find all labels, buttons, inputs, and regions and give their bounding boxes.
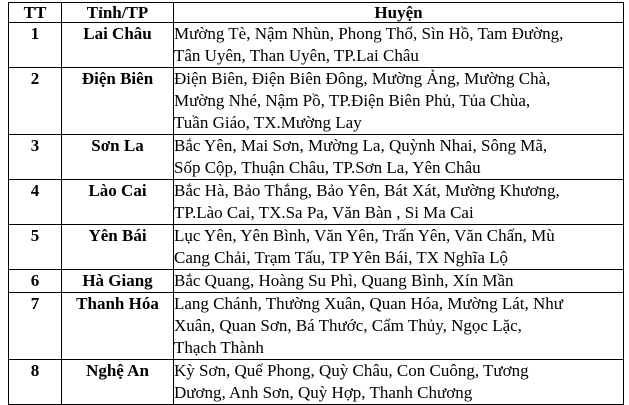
district-list-line: Lục Yên, Yên Bình, Văn Yên, Trấn Yên, Văn Chấn, Mù — [174, 226, 555, 245]
table-row — [9, 135, 624, 180]
district-list-line: Xuân, Quan Sơn, Bá Thước, Cẩm Thủy, Ngọc Lặc, — [174, 316, 522, 335]
district-list — [174, 23, 624, 68]
district-list — [174, 270, 624, 293]
district-list-line: Thạch Thành — [174, 338, 264, 357]
table-header-row — [9, 3, 624, 23]
row-number: 8 — [9, 360, 62, 405]
table-row — [9, 180, 624, 225]
row-number: 1 — [9, 23, 62, 68]
row-number: 7 — [9, 293, 62, 360]
province-name: Sơn La — [62, 135, 174, 180]
header-district: Huyện — [174, 3, 624, 23]
district-list-line: Lang Chánh, Thường Xuân, Quan Hóa, Mường Lát, Như — [174, 294, 564, 313]
province-name: Lào Cai — [62, 180, 174, 225]
district-list-line: Tuần Giáo, TX.Mường Lay — [174, 113, 362, 132]
header-province: Tỉnh/TP — [62, 3, 174, 23]
province-name: Hà Giang — [62, 270, 174, 293]
district-list-line: Sốp Cộp, Thuận Châu, TP.Sơn La, Yên Châu — [174, 158, 481, 177]
district-list-line: Bắc Hà, Bảo Thắng, Bảo Yên, Bát Xát, Mường Khương, — [174, 181, 560, 200]
district-list-line: Cang Chải, Trạm Tấu, TP Yên Bái, TX Nghĩa Lộ — [174, 248, 509, 267]
district-list-line: Mường Tè, Nậm Nhùn, Phong Thổ, Sìn Hồ, Tam Đường, — [174, 24, 564, 43]
row-number: 3 — [9, 135, 62, 180]
district-list-line: Bắc Quang, Hoàng Su Phì, Quang Bình, Xín Mần — [174, 271, 514, 290]
table-row — [9, 225, 624, 270]
row-number: 4 — [9, 180, 62, 225]
province-district-table — [8, 2, 624, 405]
district-list-line: Dương, Anh Sơn, Quỳ Hợp, Thanh Chương — [174, 383, 473, 402]
province-name: Yên Bái — [62, 225, 174, 270]
row-number: 5 — [9, 225, 62, 270]
table-row — [9, 360, 624, 405]
district-list-line: Tân Uyên, Than Uyên, TP.Lai Châu — [174, 46, 419, 65]
district-list — [174, 293, 624, 360]
province-name: Thanh Hóa — [62, 293, 174, 360]
district-list — [174, 68, 624, 135]
row-number: 2 — [9, 68, 62, 135]
province-name: Điện Biên — [62, 68, 174, 135]
province-name: Lai Châu — [62, 23, 174, 68]
row-number: 6 — [9, 270, 62, 293]
province-name: Nghệ An — [62, 360, 174, 405]
table-row — [9, 68, 624, 135]
district-list-line: Kỳ Sơn, Quế Phong, Quỳ Châu, Con Cuông, Tương — [174, 361, 529, 380]
district-list-line: Điện Biên, Điện Biên Đông, Mường Ảng, Mường Chà, — [174, 69, 551, 88]
table-row — [9, 293, 624, 360]
district-list — [174, 135, 624, 180]
district-list-line: Mường Nhé, Nậm Pồ, TP.Điện Biên Phủ, Tủa Chùa, — [174, 91, 531, 110]
district-list — [174, 225, 624, 270]
table-row — [9, 23, 624, 68]
header-tt: TT — [9, 3, 62, 23]
table-body — [9, 23, 624, 405]
district-list — [174, 360, 624, 405]
district-list-line: Bắc Yên, Mai Sơn, Mường La, Quỳnh Nhai, Sông Mã, — [174, 136, 548, 155]
district-list — [174, 180, 624, 225]
district-list-line: TP.Lào Cai, TX.Sa Pa, Văn Bàn , Si Ma Cai — [174, 203, 474, 222]
table-row — [9, 270, 624, 293]
